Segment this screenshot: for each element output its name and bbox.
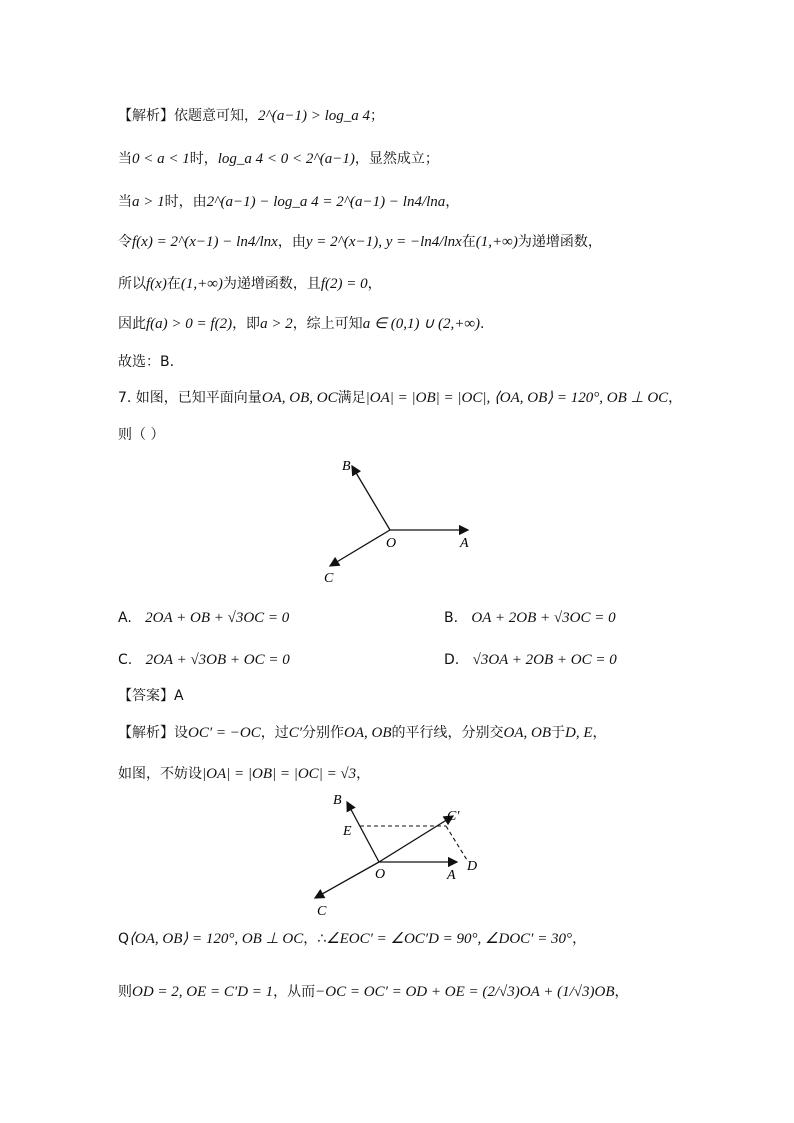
vector-oc-prime [379, 816, 453, 862]
analysis-line-6: 因此f(a) > 0 = f(2)，即a > 2，综上可知a ∈ (0,1) ∪ (2,+∞). [118, 316, 485, 332]
analysis-7-line-4: 则OD = 2, OE = C′D = 1，从而−OC = OC′ = OD + OE = (2/√3)OA + (1/√3)OB， [118, 984, 629, 1000]
label-d: D [467, 859, 478, 874]
question-7-stem: 7. 如图，已知平面向量OA, OB, OC满足|OA| = |OB| = |OC|, ⟨OA, OB⟩ = 120°, OB ⊥ OC， [118, 390, 683, 406]
label-c: C [324, 571, 334, 586]
analysis-7-line-2: 如图，不妨设|OA| = |OB| = |OC| = √3， [118, 766, 371, 782]
label-c: C [317, 904, 327, 919]
option-d[interactable]: D. √3OA + 2OB + OC = 0 [444, 652, 617, 668]
choice-line: 故选：B. [118, 354, 175, 370]
label-e: E [343, 824, 352, 839]
option-c[interactable]: C. 2OA + √3OB + OC = 0 [118, 652, 290, 668]
label-c-prime: C′ [447, 809, 460, 824]
analysis-line-5: 所以f(x)在(1,+∞)为递增函数，且f(2) = 0， [118, 276, 382, 292]
analysis-7-line-1: 【解析】设OC′ = −OC，过C′分别作OA, OB的平行线，分别交OA, OB于D, E， [118, 725, 607, 741]
analysis-line-1: 【解析】依题意可知，2^(a−1) > log_a 4； [118, 108, 384, 124]
vector-figure-1 [320, 452, 490, 587]
vector-oc [315, 862, 379, 898]
analysis-line-2: 当0 < a < 1时，log_a 4 < 0 < 2^(a−1)，显然成立； [118, 151, 439, 167]
label-b: B [333, 793, 342, 808]
vector-ob [352, 466, 390, 530]
label-b: B [342, 459, 351, 474]
dashed-c-prime-d [446, 826, 467, 860]
vector-ob [347, 802, 379, 862]
question-7-prompt: 则（ ） [118, 427, 165, 443]
label-o: O [375, 867, 386, 882]
analysis-7-line-3: Q⟨OA, OB⟩ = 120°, OB ⊥ OC，∴∠EOC′ = ∠OC′D = 90°, ∠DOC′ = 30°， [118, 931, 587, 947]
vector-figure-2 [305, 790, 495, 920]
option-b[interactable]: B. OA + 2OB + √3OC = 0 [444, 610, 616, 626]
analysis-line-3: 当a > 1时，由2^(a−1) − log_a 4 = 2^(a−1) − ln4/lna， [118, 194, 460, 210]
analysis-line-4: 令f(x) = 2^(x−1) − ln4/lnx，由y = 2^(x−1), y = −ln4/lnx在(1,+∞)为递增函数， [118, 234, 602, 250]
vector-oc [330, 530, 390, 566]
analysis-label: 【解析】 [118, 725, 174, 741]
label-o: O [386, 536, 397, 551]
math-expression: 2^(a−1) > log_a 4 [258, 108, 370, 124]
option-a[interactable]: A. 2OA + OB + √3OC = 0 [118, 610, 290, 626]
answer-line: 【答案】A [118, 688, 184, 704]
analysis-label: 【解析】 [118, 108, 174, 124]
label-a: A [447, 868, 456, 883]
label-a: A [460, 536, 469, 551]
